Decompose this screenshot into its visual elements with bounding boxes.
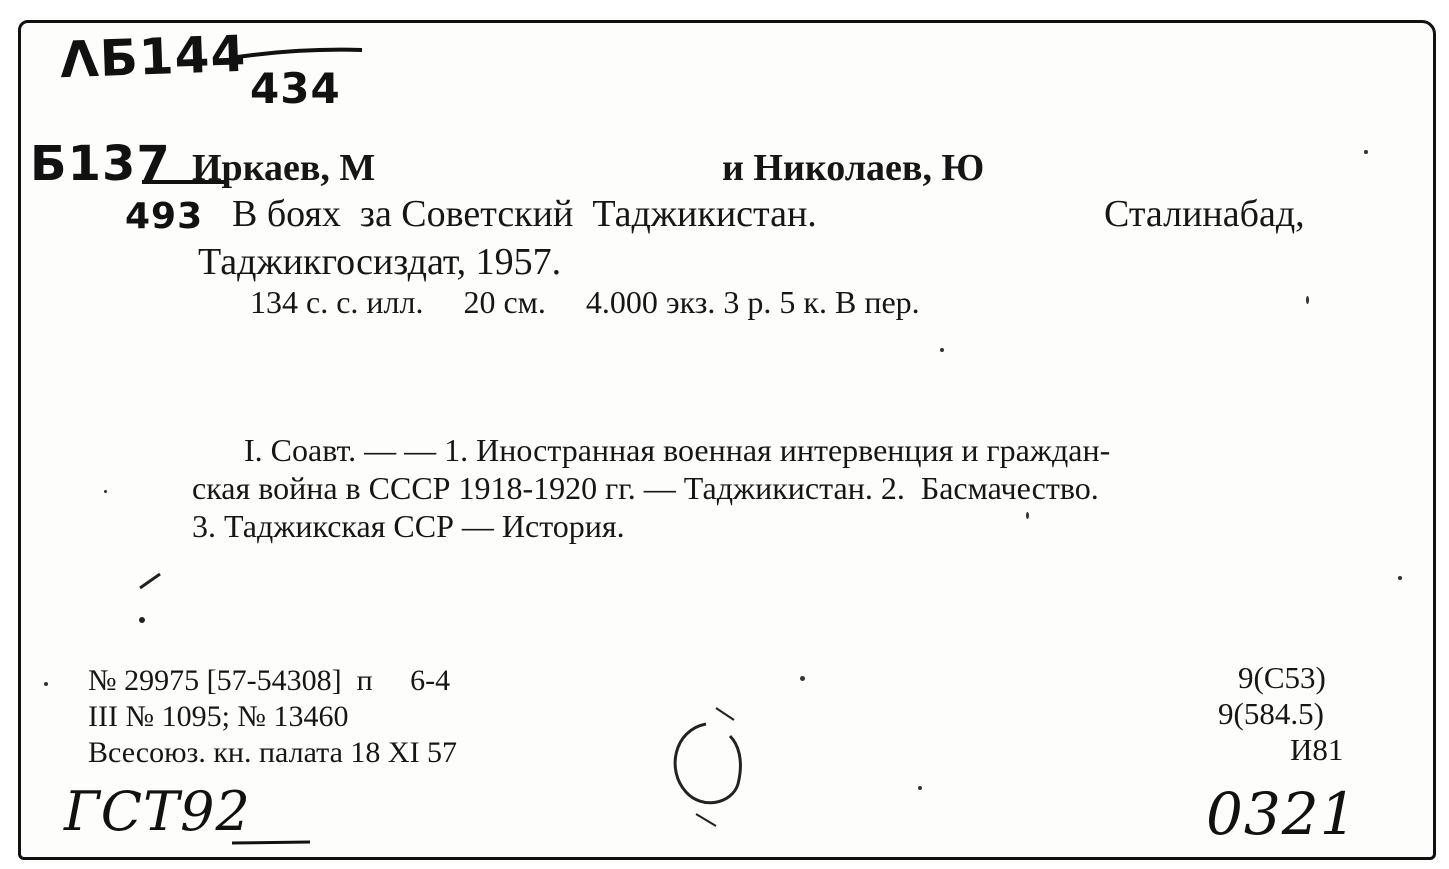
handwritten-shelf-fraction: 434 — [250, 64, 341, 113]
classification-line-2: 9(584.5) — [1218, 696, 1324, 731]
handwritten-shelf-code: ΛБ144 — [59, 24, 248, 90]
speck — [1306, 296, 1309, 304]
speck — [44, 682, 48, 686]
author-primary: Иркаев, М — [192, 147, 376, 189]
speck — [918, 786, 922, 790]
author-secondary: и Николаев, Ю — [722, 147, 985, 189]
footer-line-2: III № 1095; № 13460 — [88, 700, 349, 733]
footer-line-1: № 29975 [57-54308] п 6-4 — [88, 664, 451, 697]
speck — [940, 348, 944, 352]
subject-line-2: ская война в СССР 1918-1920 гг. — Таджикистан. 2. Басмачество. — [192, 470, 1099, 506]
handwritten-bottom-left-code: ГСТ92 — [64, 780, 251, 843]
stamp-circle-mark — [666, 700, 766, 830]
speck — [1026, 512, 1029, 519]
pen-stroke-mark — [136, 570, 166, 630]
subject-line-1: I. Соавт. — — 1. Иностранная военная интервенция и граждан- — [244, 432, 1111, 468]
handwritten-author-code: Б137 — [30, 136, 171, 192]
publisher-line: Таджикгосиздат, 1957. — [198, 241, 562, 283]
speck — [1398, 576, 1402, 580]
handwritten-bottom-right-code: 0321 — [1206, 780, 1358, 848]
physical-description: 134 с. с. илл. 20 см. 4.000 экз. 3 р. 5 к. В пер. — [250, 284, 920, 320]
speck — [104, 490, 107, 493]
handwritten-bottom-underline — [230, 838, 320, 848]
speck — [800, 676, 805, 681]
speck — [1364, 150, 1368, 154]
footer-line-3: Всесоюз. кн. палата 18 XI 57 — [88, 736, 458, 769]
handwritten-author-subcode: 493 — [125, 196, 204, 237]
title-line: В боях за Советский Таджикистан. — [232, 193, 817, 235]
classification-line-1: 9(С53) — [1238, 660, 1326, 695]
subject-line-3: 3. Таджикская ССР — История. — [192, 508, 625, 544]
classification-line-3: И81 — [1290, 732, 1344, 767]
publication-place: Сталинабад, — [1104, 193, 1305, 235]
handwritten-fraction-bar — [228, 44, 368, 64]
